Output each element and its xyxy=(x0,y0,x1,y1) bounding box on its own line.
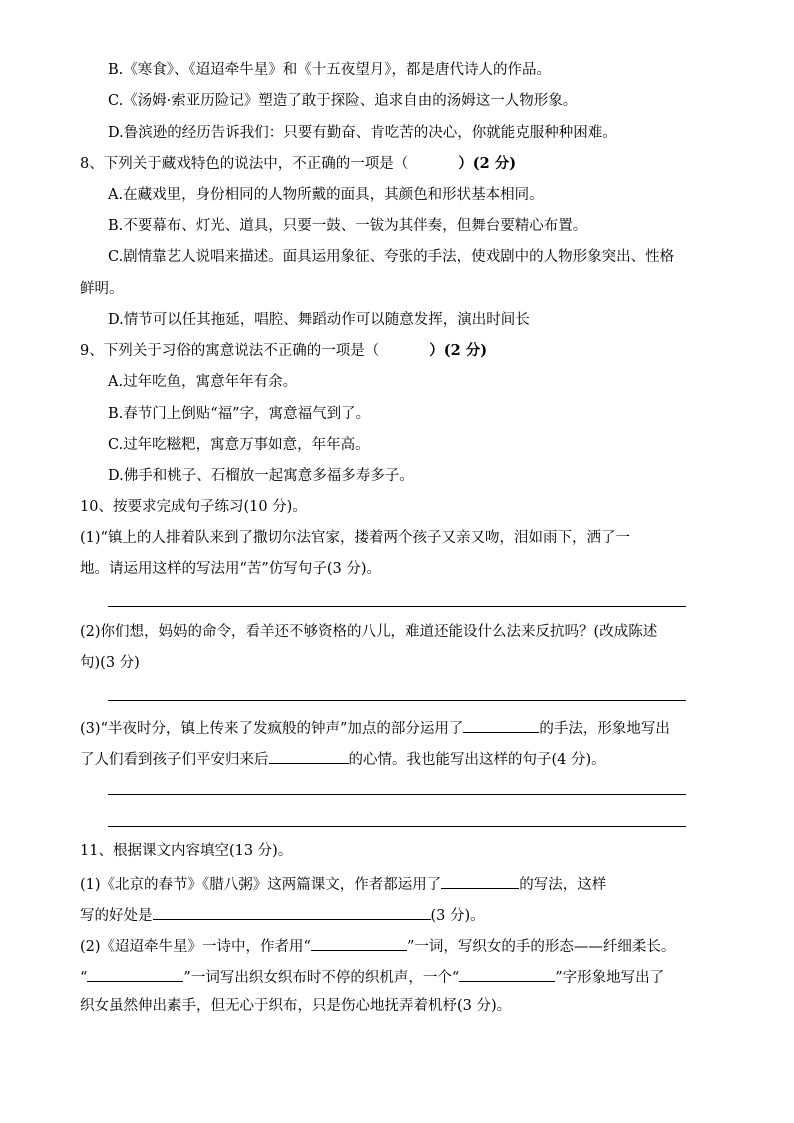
q10-part3-answer-line-1[interactable] xyxy=(108,794,686,795)
q11-part2-text-d: ”一词写出织女织布时不停的织机声，一个“ xyxy=(183,970,460,986)
q10-part3-text-a: (3)“半夜时分，镇上传来了发疯般的钟声”加点的部分运用了 xyxy=(80,721,464,737)
q10-part3-line2 xyxy=(80,747,606,770)
q8-option-a: A.在藏戏里，身份相同的人物所戴的面具，其颜色和形状基本相同。 xyxy=(108,187,544,203)
q11-part1-blank-technique[interactable] xyxy=(441,872,519,889)
q10-part3-text-c: 了人们看到孩子们平安归来后 xyxy=(80,752,269,768)
q11-stem: 11、根据课文内容填空(13 分)。 xyxy=(80,843,293,859)
q10-part3-line1 xyxy=(80,716,670,739)
q10-part2-line2: 句)(3 分) xyxy=(80,655,140,671)
q7-option-c: C.《汤姆·索亚历险记》塑造了敢于探险、追求自由的汤姆这一人物形象。 xyxy=(108,93,578,109)
q11-part1-line1 xyxy=(80,872,606,895)
q10-part2-answer-line[interactable] xyxy=(108,700,686,701)
q8-option-b: B.不要幕布、灯光、道具，只要一鼓、一钹为其伴奏，但舞台要精心布置。 xyxy=(108,218,588,234)
q11-part2-text-e: ”字形象地写出了 xyxy=(555,970,665,986)
q9-option-d: D.佛手和桃子、石榴放一起寓意多福多寿多子。 xyxy=(108,468,414,484)
q7-option-b: B.《寒食》、《迢迢牵牛星》和《十五夜望月》，都是唐代诗人的作品。 xyxy=(108,62,552,78)
q11-part1-text-a: (1)《北京的春节》《腊八粥》这两篇课文，作者都运用了 xyxy=(80,877,442,893)
q11-part1-text-c: 写的好处是 xyxy=(80,908,153,924)
q8-option-c-line2: 鲜明。 xyxy=(80,281,124,297)
q9-option-a: A.过年吃鱼，寓意年年有余。 xyxy=(108,374,298,390)
q8-points: ）(2 分) xyxy=(458,155,517,172)
q11-part2-blank-hand[interactable] xyxy=(311,934,407,951)
q11-part2-line3: 织女虽然伸出素手，但无心于织布，只是伤心地抚弄着机杼(3 分)。 xyxy=(80,998,512,1014)
q11-part1-text-d: (3 分)。 xyxy=(430,908,485,924)
q9-option-b: B.春节门上倒贴“福”字，寓意福气到了。 xyxy=(108,406,371,422)
q11-part2-text-a: (2)《迢迢牵牛星》一诗中，作者用“ xyxy=(80,939,311,955)
q7-option-d: D.鲁滨逊的经历告诉我们：只要有勤奋、肯吃苦的决心，你就能克服种种困难。 xyxy=(108,125,617,141)
q11-part2-text-b: ”一词，写织女的手的形态——纤细柔长。 xyxy=(406,939,676,955)
q11-part2-text-c: “ xyxy=(80,970,88,986)
q11-part2-line1 xyxy=(80,934,675,957)
q11-part1-text-b: 的写法，这样 xyxy=(519,877,607,893)
q10-stem: 10、按要求完成句子练习(10 分)。 xyxy=(80,499,307,515)
q10-part3-blank-feeling[interactable] xyxy=(269,747,349,764)
q10-part3-text-d: 的心情。我也能写出这样的句子(4 分)。 xyxy=(348,752,606,768)
q9-stem-text: 9、下列关于习俗的寓意说法不正确的一项是（ xyxy=(80,343,380,359)
q9-stem xyxy=(80,341,487,361)
q8-stem-text: 8、下列关于藏戏特色的说法中，不正确的一项是（ xyxy=(80,156,409,172)
q9-points: ）(2 分) xyxy=(429,342,488,359)
q9-option-c: C.过年吃糍粑，寓意万事如意，年年高。 xyxy=(108,437,370,453)
q10-part3-blank-technique[interactable] xyxy=(463,716,539,733)
q11-part2-blank-loom-sound[interactable] xyxy=(87,965,183,982)
q10-part3-answer-line-2[interactable] xyxy=(108,826,686,827)
q10-part1-answer-line[interactable] xyxy=(108,606,686,607)
q11-part2-blank-word[interactable] xyxy=(459,965,555,982)
q10-part3-text-b: 的手法，形象地写出 xyxy=(539,721,670,737)
q10-part2-line1: (2)你们想，妈妈的命令，看羊还不够资格的八儿，难道还能设什么法来反抗吗？(改成陈述 xyxy=(80,624,658,640)
q11-part2-line2 xyxy=(80,965,664,988)
q11-part1-line2 xyxy=(80,903,485,926)
q10-part1-line1: (1)“镇上的人排着队来到了撒切尔法官家，搂着两个孩子又亲又吻，泪如雨下，洒了一 xyxy=(80,530,630,546)
q8-option-d: D.情节可以任其拖延，唱腔、舞蹈动作可以随意发挥，演出时间长 xyxy=(108,312,530,328)
q11-part1-blank-benefit[interactable] xyxy=(153,903,431,920)
q10-part1-line2: 地。请运用这样的写法用“苦”仿写句子(3 分)。 xyxy=(80,561,381,577)
q8-stem xyxy=(80,154,516,174)
q8-option-c-line1: C.剧情靠艺人说唱来描述。面具运用象征、夸张的手法，使戏剧中的人物形象突出、性格 xyxy=(108,249,675,265)
